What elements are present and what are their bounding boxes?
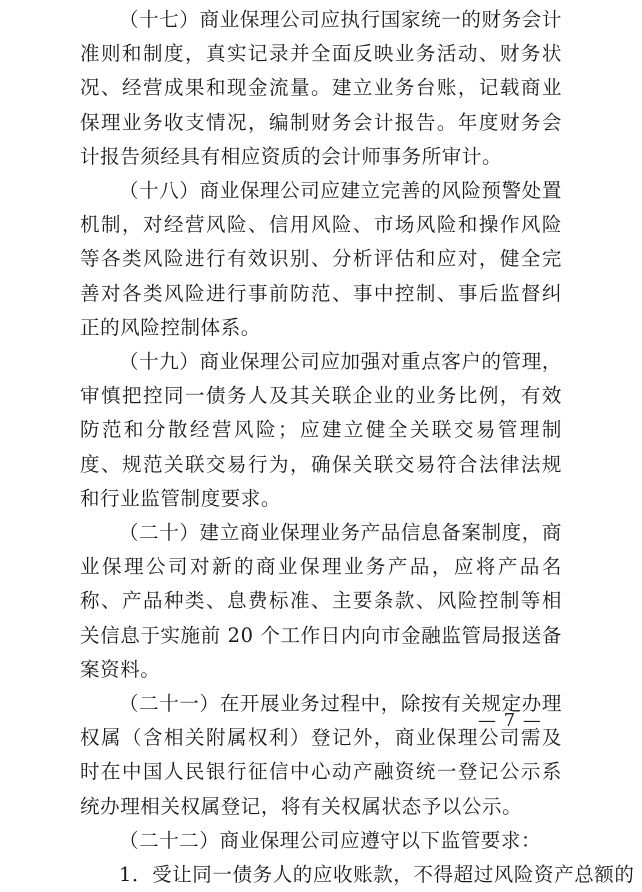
paragraph-18: （十八）商业保理公司应建立完善的风险预警处置机制，对经营风险、信用风险、市场风险和操作风险等各类风险进行有效识别、分析评估和应对，健全完善对各类风险进行事前防范、事中控制、事后监督纠正的风险控制体系。 bbox=[80, 179, 562, 339]
document-body bbox=[80, 0, 635, 892]
paragraph-21: （二十一）在开展业务过程中，除按有关规定办理权属（含相关附属权利）登记外，商业保理公司需及时在中国人民银行征信中心动产融资统一登记公示系统办理相关权属登记，将有关权属状态予以公示。 bbox=[80, 692, 562, 818]
paragraph-19: （十九）商业保理公司应加强对重点客户的管理，审慎把控同一债务人及其关联企业的业务比例，有效防范和分散经营风险；应建立健全关联交易管理制度、规范关联交易行为，确保关联交易符合法律法规和行业监管制度要求。 bbox=[80, 350, 562, 510]
paragraph-22: （二十二）商业保理公司应遵守以下监管要求： bbox=[119, 828, 542, 852]
paragraph-17: （十七）商业保理公司应执行国家统一的财务会计准则和制度，真实记录并全面反映业务活动、财务状况、经营成果和现金流量。建立业务台账，记载商业保理业务收支情况，编制财务会计报告。年度财务会计报告须经具有相应资质的会计师事务所审计。 bbox=[80, 8, 562, 168]
page-number: — 7 — bbox=[478, 710, 542, 731]
paragraph-20: （二十）建立商业保理业务产品信息备案制度，商业保理公司对新的商业保理业务产品，应将产品名称、产品种类、息费标准、主要条款、风险控制等相关信息于实施前 20 个工作日内向市金融监管局报送备案资料。 bbox=[80, 521, 562, 681]
list-item-1: 1．受让同一债务人的应收账款，不得超过风险资产总额的 bbox=[119, 863, 635, 887]
